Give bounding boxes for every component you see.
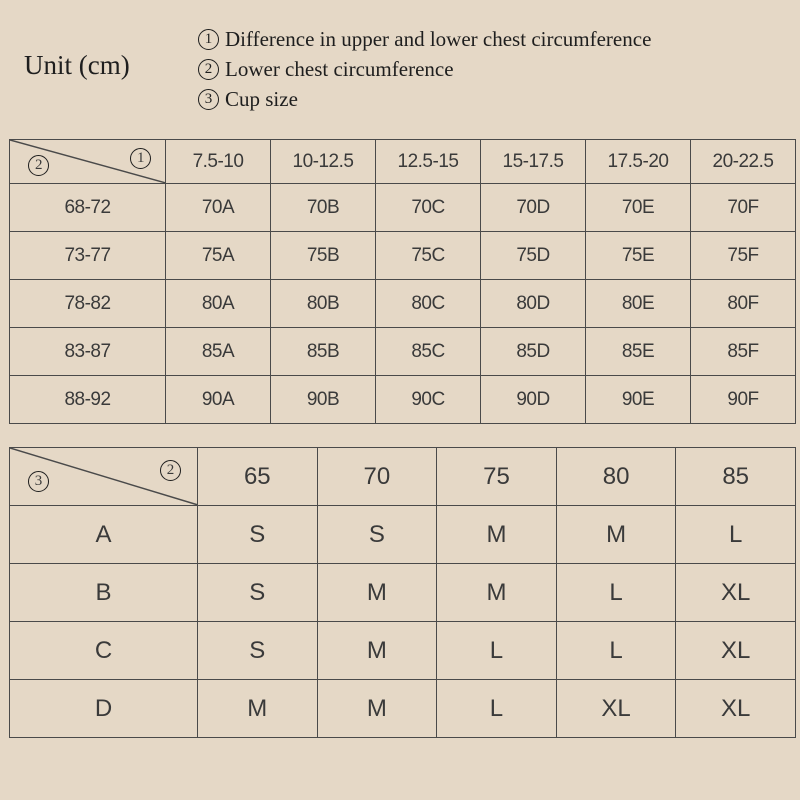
table-cell: M — [317, 622, 437, 680]
table-row — [10, 564, 796, 622]
table-cell: 75A — [166, 232, 271, 280]
table-row — [10, 328, 796, 376]
table-cell: L — [556, 564, 676, 622]
table-cell: M — [317, 680, 437, 738]
row-header: 88-92 — [10, 376, 166, 424]
table-cell: L — [437, 622, 557, 680]
column-header: 75 — [437, 448, 557, 506]
table-cell: XL — [676, 564, 796, 622]
column-header: 20-22.5 — [691, 140, 796, 184]
table-corner-cell — [10, 448, 198, 506]
table-cell: S — [198, 622, 318, 680]
table-row — [10, 680, 796, 738]
table-cell: M — [437, 506, 557, 564]
circled-number-1: 1 — [130, 148, 151, 169]
column-header: 80 — [556, 448, 676, 506]
row-header: 73-77 — [10, 232, 166, 280]
row-header: C — [10, 622, 198, 680]
row-header: 78-82 — [10, 280, 166, 328]
table-cell: 85E — [586, 328, 691, 376]
table-cell: 70A — [166, 184, 271, 232]
table-row — [10, 232, 796, 280]
table-cell: 80A — [166, 280, 271, 328]
table-cell: XL — [676, 680, 796, 738]
circled-number-1: 1 — [198, 29, 219, 50]
table-cell: XL — [676, 622, 796, 680]
table-row — [10, 280, 796, 328]
column-header: 85 — [676, 448, 796, 506]
table-row — [10, 506, 796, 564]
circled-number-2: 2 — [160, 460, 181, 481]
table-cell: 85B — [271, 328, 376, 376]
table-cell: 80B — [271, 280, 376, 328]
table-cell: 80F — [691, 280, 796, 328]
row-header: B — [10, 564, 198, 622]
table-cell: S — [198, 506, 318, 564]
row-header: 83-87 — [10, 328, 166, 376]
circled-number-3: 3 — [198, 89, 219, 110]
table-cell: 80E — [586, 280, 691, 328]
table-cell: M — [556, 506, 676, 564]
table-row — [10, 376, 796, 424]
table-cell: 90D — [481, 376, 586, 424]
table-cell: 90E — [586, 376, 691, 424]
column-header: 7.5-10 — [166, 140, 271, 184]
table-cell: 90A — [166, 376, 271, 424]
row-header: 68-72 — [10, 184, 166, 232]
column-header: 17.5-20 — [586, 140, 691, 184]
table-header-row — [10, 448, 796, 506]
table-cell: 70B — [271, 184, 376, 232]
circled-number-3: 3 — [28, 471, 49, 492]
row-header: D — [10, 680, 198, 738]
column-header: 65 — [198, 448, 318, 506]
circled-number-2: 2 — [28, 155, 49, 176]
table-cell: 75D — [481, 232, 586, 280]
table-cell: M — [317, 564, 437, 622]
table-cell: M — [437, 564, 557, 622]
legend-item-1 — [198, 24, 651, 54]
table-cell: S — [198, 564, 318, 622]
table-cell: 75E — [586, 232, 691, 280]
table-cell: 85F — [691, 328, 796, 376]
table-cell: 70D — [481, 184, 586, 232]
legend-text-3: Cup size — [225, 87, 298, 111]
column-header: 12.5-15 — [376, 140, 481, 184]
table-cell: 85A — [166, 328, 271, 376]
table-cell: 90B — [271, 376, 376, 424]
row-header: A — [10, 506, 198, 564]
table-cell: 85D — [481, 328, 586, 376]
size-table — [9, 447, 796, 738]
table-cell: 75F — [691, 232, 796, 280]
circled-number-2: 2 — [198, 59, 219, 80]
legend-item-2 — [198, 54, 651, 84]
table-header-row — [10, 140, 796, 184]
table-cell: L — [676, 506, 796, 564]
table-cell: 90F — [691, 376, 796, 424]
column-header: 10-12.5 — [271, 140, 376, 184]
table-cell: 80C — [376, 280, 481, 328]
table-cell: M — [198, 680, 318, 738]
column-header: 70 — [317, 448, 437, 506]
unit-label: Unit (cm) — [24, 50, 130, 80]
table-cell: 90C — [376, 376, 481, 424]
table-cell: 70E — [586, 184, 691, 232]
legend — [198, 24, 651, 114]
table-cell: 80D — [481, 280, 586, 328]
table-cell: S — [317, 506, 437, 564]
legend-item-3 — [198, 84, 651, 114]
table-corner-cell — [10, 140, 166, 184]
table-row — [10, 184, 796, 232]
table-cell: 75B — [271, 232, 376, 280]
table-cell: 85C — [376, 328, 481, 376]
table-cell: L — [556, 622, 676, 680]
cup-size-code-table — [9, 139, 796, 424]
table-row — [10, 622, 796, 680]
table-cell: XL — [556, 680, 676, 738]
legend-text-1: Difference in upper and lower chest circumference — [225, 27, 652, 51]
table-cell: 75C — [376, 232, 481, 280]
table-cell: L — [437, 680, 557, 738]
table-cell: 70C — [376, 184, 481, 232]
column-header: 15-17.5 — [481, 140, 586, 184]
legend-text-2: Lower chest circumference — [225, 57, 454, 81]
table-cell: 70F — [691, 184, 796, 232]
